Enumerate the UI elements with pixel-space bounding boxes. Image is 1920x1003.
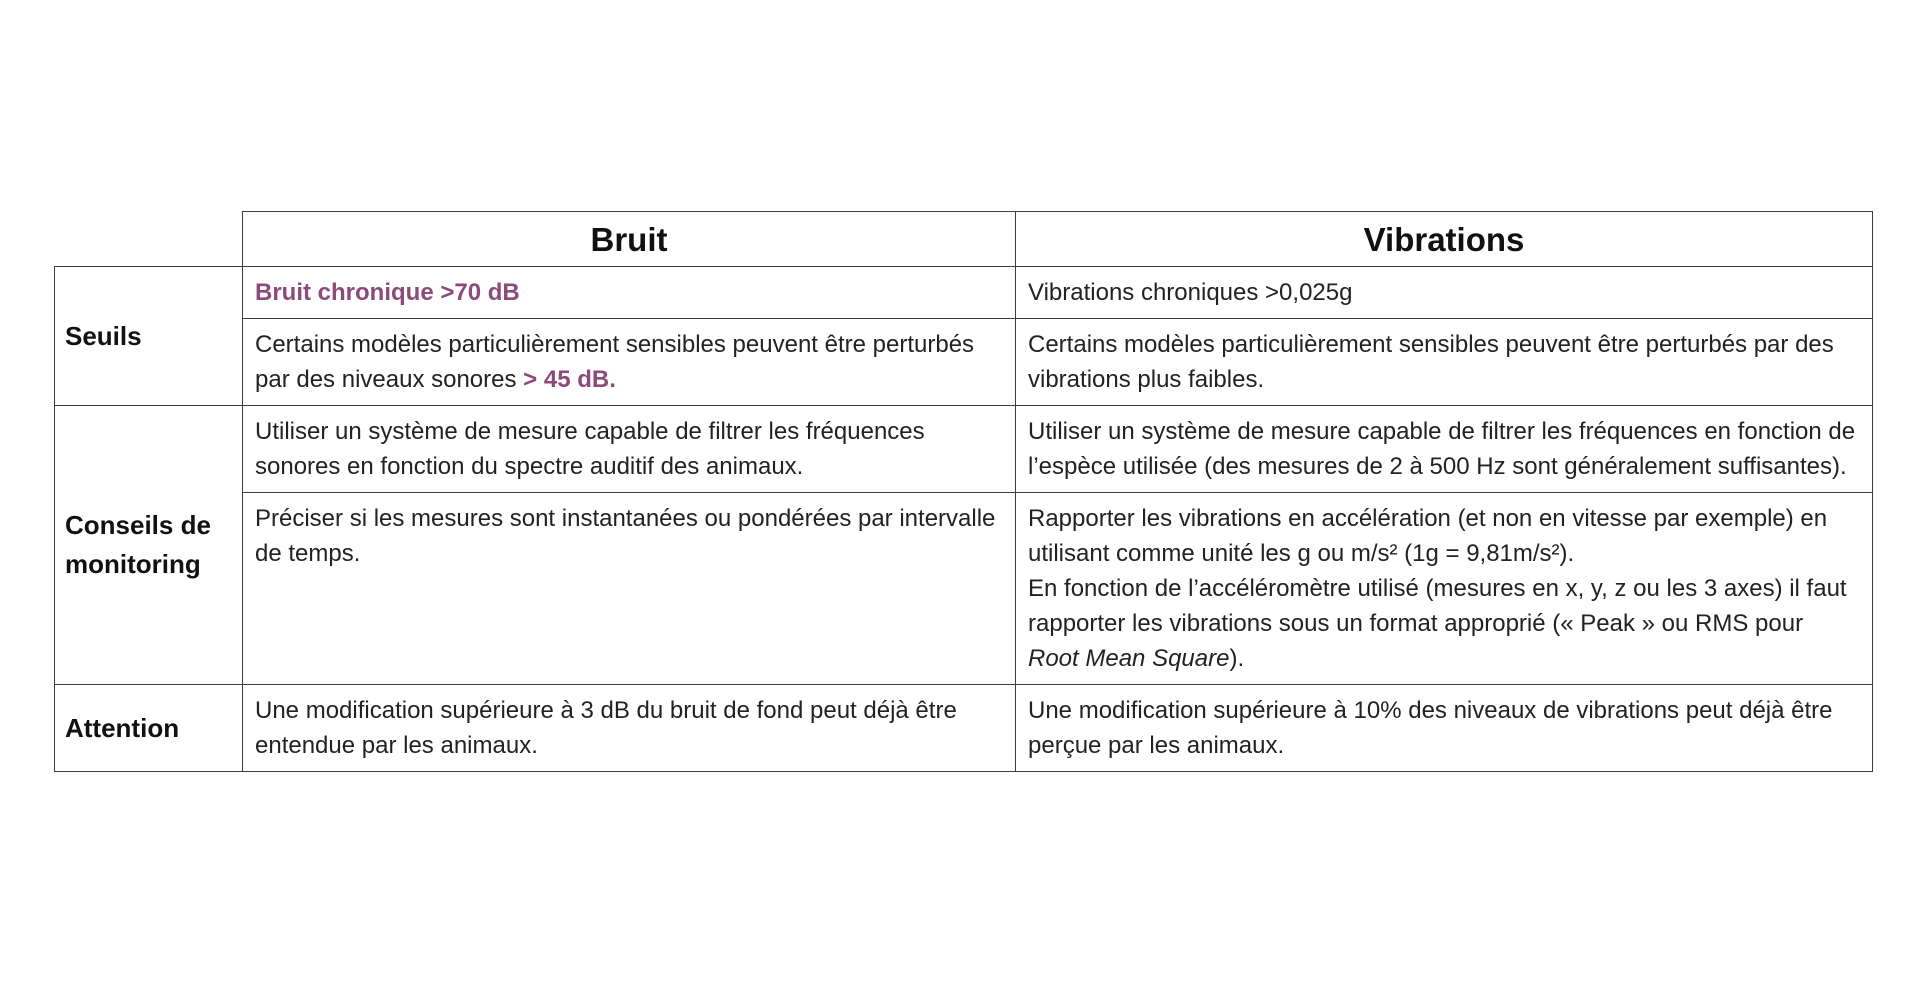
seuils-bruit-text: Certains modèles particulièrement sensibles peuvent être perturbés par des niveaux sonores xyxy=(255,331,975,393)
table-row xyxy=(55,406,1873,493)
table-row xyxy=(55,319,1873,406)
cell-seuils-bruit-1 xyxy=(243,267,1016,319)
cell-seuils-bruit-2 xyxy=(243,319,1016,406)
header-empty-cell xyxy=(55,212,243,267)
cell-seuils-vibrations-2: Certains modèles particulièrement sensibles peuvent être perturbés par des vibrations plus faibles. xyxy=(1016,319,1873,406)
row-label-attention: Attention xyxy=(55,685,243,772)
seuils-bruit-end: . xyxy=(609,366,616,393)
header-row xyxy=(55,212,1873,267)
header-vibrations: Vibrations xyxy=(1016,212,1873,267)
cell-conseils-vibrations-1: Utiliser un système de mesure capable de filtrer les fréquences en fonction de l’espèce utilisée (des mesures de 2 à 500 Hz sont généralement suffisantes). xyxy=(1016,406,1873,493)
cell-conseils-vibrations-2 xyxy=(1016,493,1873,685)
cell-conseils-bruit-1: Utiliser un système de mesure capable de filtrer les fréquences sonores en fonction du spectre auditif des animaux. xyxy=(243,406,1016,493)
row-label-seuils: Seuils xyxy=(55,267,243,406)
conseils-vibrations-paragraph-1: Rapporter les vibrations en accélération (et non en vitesse par exemple) en utilisant comme unité les g ou m/s² (1g = 9,81m/s²). xyxy=(1028,505,1828,567)
conseils-vibrations-p2-start: En fonction de l’accéléromètre utilisé (mesures en x, y, z ou les 3 axes) il faut rapporter les vibrations sous un format approprié (« Peak » ou RMS pour xyxy=(1028,575,1847,637)
conseils-vibrations-p2-italic: Root Mean Square xyxy=(1028,645,1230,672)
cell-seuils-vibrations-1: Vibrations chroniques >0,025g xyxy=(1016,267,1873,319)
bruit-chronique-threshold: Bruit chronique >70 dB xyxy=(255,279,520,306)
cell-conseils-bruit-2: Préciser si les mesures sont instantanées ou pondérées par intervalle de temps. xyxy=(243,493,1016,685)
table-row xyxy=(55,493,1873,685)
seuils-bruit-highlight: > 45 dB xyxy=(523,366,610,393)
cell-attention-bruit: Une modification supérieure à 3 dB du bruit de fond peut déjà être entendue par les animaux. xyxy=(243,685,1016,772)
row-label-conseils: Conseils de monitoring xyxy=(55,406,243,685)
conseils-vibrations-p2-end: ). xyxy=(1229,645,1245,672)
header-bruit: Bruit xyxy=(243,212,1016,267)
conseils-vibrations-paragraph-2 xyxy=(1028,571,1860,676)
table-row xyxy=(55,685,1873,772)
cell-attention-vibrations: Une modification supérieure à 10% des niveaux de vibrations peut déjà être perçue par les animaux. xyxy=(1016,685,1873,772)
comparison-table-container xyxy=(54,211,1872,772)
comparison-table xyxy=(54,211,1873,772)
table-row xyxy=(55,267,1873,319)
